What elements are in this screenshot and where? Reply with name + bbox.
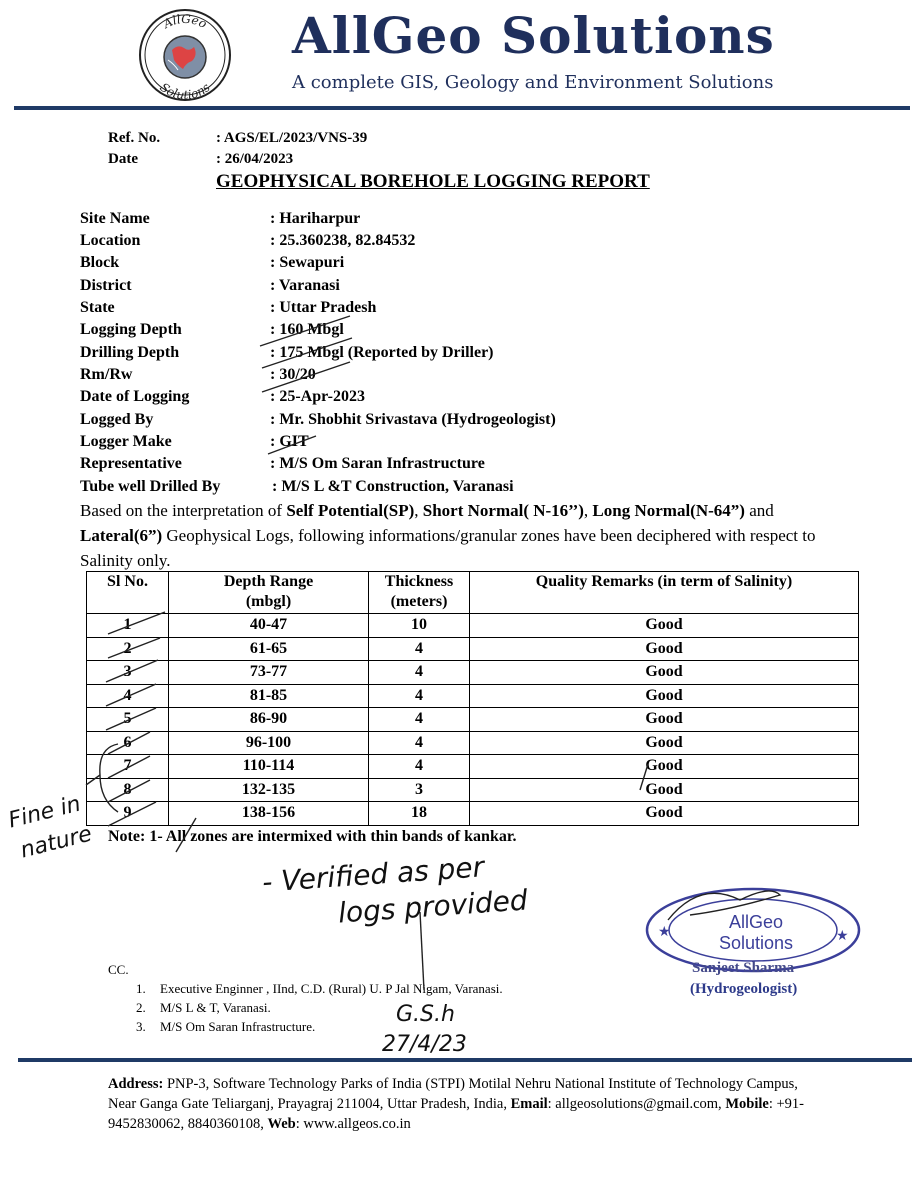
table-row (87, 661, 859, 685)
info-label: Location (80, 232, 141, 249)
email-label: Email (510, 1096, 548, 1112)
cell-sl: 2 (87, 637, 169, 661)
info-label: Logged By (80, 411, 154, 428)
info-value: : 160 Mbgl (270, 321, 344, 338)
stamp-line2: Solutions (718, 933, 794, 953)
info-label: Date of Logging (80, 388, 190, 405)
info-label: Tube well Drilled By (80, 478, 221, 495)
cell-quality: Good (470, 731, 859, 755)
cell-depth: 40-47 (169, 614, 369, 638)
cell-thickness: 4 (369, 708, 470, 732)
table-row (87, 778, 859, 802)
cell-quality: Good (470, 637, 859, 661)
info-value: : Hariharpur (270, 210, 361, 227)
margin-note-line2: nature (18, 821, 95, 864)
svg-text:★: ★ (658, 925, 671, 940)
cc-item-number: 1. (136, 981, 146, 996)
cell-quality: Good (470, 614, 859, 638)
table-row (87, 802, 859, 826)
handwritten-initials: G.S.h (396, 1002, 455, 1027)
note-text: Note: 1- All zones are intermixed with thin bands of kankar. (108, 828, 517, 845)
cell-quality: Good (470, 684, 859, 708)
company-name: AllGeo Solutions (292, 6, 775, 65)
cell-sl: 6 (87, 731, 169, 755)
report-title: GEOPHYSICAL BOREHOLE LOGGING REPORT (216, 171, 650, 192)
cc-label: CC. (108, 962, 129, 977)
cell-sl: 4 (87, 684, 169, 708)
ref-label: Ref. No. (108, 130, 161, 146)
cell-sl: 8 (87, 778, 169, 802)
info-label: Drilling Depth (80, 344, 180, 361)
header-depth-range: Depth Range (mbgl) (169, 572, 369, 614)
info-label: Site Name (80, 210, 150, 227)
cell-thickness: 4 (369, 755, 470, 779)
info-value: : M/S L &T Construction, Varanasi (272, 478, 514, 495)
table-row (87, 755, 859, 779)
date-value: : 26/04/2023 (216, 151, 294, 167)
header-thickness: Thickness (meters) (369, 572, 470, 614)
interpretation-paragraph (80, 498, 820, 573)
web-text: : www.allgeos.co.in (295, 1116, 411, 1132)
cell-depth: 61-65 (169, 637, 369, 661)
cell-thickness: 4 (369, 661, 470, 685)
date-label: Date (108, 151, 138, 167)
cell-depth: 73-77 (169, 661, 369, 685)
para-text: , (414, 501, 423, 520)
info-label: Block (80, 254, 120, 271)
verified-note-line2: logs provided (337, 883, 529, 930)
info-value: : 25.360238, 82.84532 (270, 232, 416, 249)
cc-item-number: 2. (136, 1000, 146, 1015)
mobile-text: : +91-9452830062, 8840360108, (108, 1096, 804, 1132)
para-bold: Short Normal( N-16’’) (422, 501, 584, 520)
info-value: : Uttar Pradesh (270, 299, 377, 316)
info-value: : 25-Apr-2023 (270, 388, 365, 405)
cc-item: M/S Om Saran Infrastructure. (160, 1019, 316, 1034)
svg-text:★: ★ (836, 929, 849, 944)
info-value: : 175 Mbgl (Reported by Driller) (270, 344, 494, 361)
para-text: Geophysical Logs, following informations/granular zones have been deciphered with respect to Salinity only. (80, 526, 816, 570)
email-text: : allgeosolutions@gmail.com, (547, 1096, 726, 1112)
cell-depth: 81-85 (169, 684, 369, 708)
address-label: Address: (108, 1076, 164, 1092)
para-bold: Lateral(6”) (80, 526, 163, 545)
info-label: Logger Make (80, 433, 172, 450)
cell-sl: 7 (87, 755, 169, 779)
info-label: Logging Depth (80, 321, 182, 338)
info-value: : Sewapuri (270, 254, 345, 271)
header-quality: Quality Remarks (in term of Salinity) (470, 572, 859, 614)
para-bold: Self Potential(SP) (286, 501, 415, 520)
cell-thickness: 10 (369, 614, 470, 638)
cell-sl: 5 (87, 708, 169, 732)
table-row (87, 731, 859, 755)
address-text: PNP-3, Software Technology Parks of India (STPI) Motilal Nehru National Institute of Technology Campus, Near Ganga Gate Teliarganj, Prayagraj 211004, Uttar Pradesh, India, (108, 1076, 798, 1112)
info-label: District (80, 277, 132, 294)
cell-sl: 1 (87, 614, 169, 638)
footer-divider (18, 1058, 912, 1062)
cell-thickness: 4 (369, 637, 470, 661)
info-value: : 30/20 (270, 366, 316, 383)
cell-thickness: 4 (369, 684, 470, 708)
company-logo (136, 8, 234, 102)
web-label: Web (267, 1116, 296, 1132)
logo-text-top: AllGeo (161, 11, 210, 32)
cell-depth: 138-156 (169, 802, 369, 826)
table-row (87, 708, 859, 732)
info-label: State (80, 299, 115, 316)
para-bold: Long Normal(N-64”) (592, 501, 745, 520)
table-row (87, 614, 859, 638)
info-value: : M/S Om Saran Infrastructure (270, 455, 485, 472)
table-row (87, 684, 859, 708)
info-label: Rm/Rw (80, 366, 133, 383)
info-value: : GIT (270, 433, 309, 450)
cell-quality: Good (470, 661, 859, 685)
footer-address (108, 1074, 808, 1134)
logo-text-bottom: Solutions (157, 80, 213, 102)
company-tagline: A complete GIS, Geology and Environment Solutions (292, 72, 774, 93)
signatory-role: (Hydrogeologist) (690, 981, 798, 997)
table-row (87, 637, 859, 661)
cell-depth: 110-114 (169, 755, 369, 779)
cell-depth: 96-100 (169, 731, 369, 755)
table-header-row (87, 572, 859, 614)
cc-item-number: 3. (136, 1019, 146, 1034)
info-value: : Mr. Shobhit Srivastava (Hydrogeologist) (270, 411, 556, 428)
cell-depth: 132-135 (169, 778, 369, 802)
cell-sl: 3 (87, 661, 169, 685)
signatory-name: Sanjeet Sharma (692, 960, 795, 976)
para-text: and (744, 501, 774, 520)
zones-table (86, 571, 859, 826)
margin-note-line1: Fine in (6, 791, 84, 834)
cell-quality: Good (470, 778, 859, 802)
cell-quality: Good (470, 708, 859, 732)
mobile-label: Mobile (725, 1096, 769, 1112)
verified-note-line1: - Verified as per (261, 850, 486, 899)
para-text: , (583, 501, 593, 520)
para-text: Based on the interpretation of (80, 501, 287, 520)
ref-value: : AGS/EL/2023/VNS-39 (216, 130, 368, 146)
handwritten-date: 27/4/23 (382, 1032, 467, 1057)
info-value: : Varanasi (270, 277, 340, 294)
info-label: Representative (80, 455, 182, 472)
cell-thickness: 18 (369, 802, 470, 826)
cell-quality: Good (470, 802, 859, 826)
cell-sl: 9 (87, 802, 169, 826)
stamp-line1: AllGeo (728, 912, 784, 932)
cc-item: Executive Enginner , IInd, C.D. (Rural) U. P Jal Nigam, Varanasi. (160, 981, 503, 996)
cell-depth: 86-90 (169, 708, 369, 732)
header-sl-no: Sl No. (87, 572, 169, 614)
cell-quality: Good (470, 755, 859, 779)
cell-thickness: 3 (369, 778, 470, 802)
cc-item: M/S L & T, Varanasi. (160, 1000, 271, 1015)
cell-thickness: 4 (369, 731, 470, 755)
header-divider (14, 106, 910, 110)
